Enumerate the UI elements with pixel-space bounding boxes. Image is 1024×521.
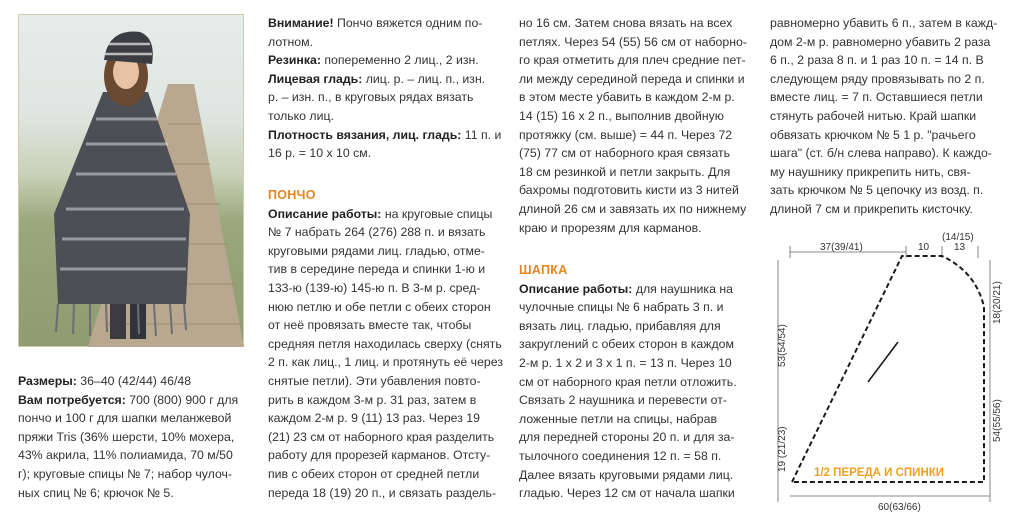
text-line	[770, 126, 997, 145]
text-line	[519, 428, 737, 447]
text-line	[18, 391, 238, 410]
section-heading: ПОНЧО	[268, 188, 316, 202]
text-run: зать крючком № 5 цепочку из возд. п.	[770, 183, 984, 198]
text-line	[770, 51, 997, 70]
text-run: длиной 7 см и прикрепить кисточку.	[770, 201, 973, 216]
text-run: вместе лиц. = 7 п. Оставшиеся петли	[770, 90, 983, 105]
text-line	[268, 107, 501, 126]
text-line	[268, 51, 501, 70]
text-line	[519, 466, 737, 485]
text-line	[519, 70, 747, 89]
text-line	[770, 70, 997, 89]
text-line	[268, 33, 501, 52]
text-run: равномерно убавить 6 п., затем в кажд-	[770, 16, 998, 30]
text-run: вязать лиц. гладью, прибавляя для	[519, 318, 721, 333]
text-run: лиц. р. – лиц. п., изн.	[362, 71, 486, 86]
text-line	[268, 279, 503, 298]
text-line	[18, 409, 238, 428]
text-line	[519, 51, 747, 70]
text-run: лотном.	[268, 34, 314, 49]
text-run: тив в середине переда и спинки 1-ю и	[268, 262, 486, 277]
bold-term: Размеры:	[18, 374, 77, 388]
text-line	[268, 144, 501, 163]
text-run: 700 (800) 900 г для	[125, 392, 239, 407]
text-run: 133-ю (139-ю) 145-ю п. В 3-м р. сред-	[268, 280, 481, 295]
label-top-width: 37(39/41)	[820, 242, 863, 253]
text-run: Связать 2 наушника и перевести от-	[519, 393, 727, 408]
text-line	[519, 317, 737, 336]
text-line	[18, 372, 238, 391]
text-run: переда 18 (19) 20 п., и связать раздель-	[268, 485, 497, 500]
poncho-instructions-continued	[519, 14, 747, 237]
text-line	[268, 298, 503, 317]
text-line	[268, 409, 503, 428]
text-run: рить в каждом 3-м р. 31 раз, затем в	[268, 392, 477, 407]
text-run: 43% акрила, 11% полиамида, 70 м/50	[18, 448, 233, 463]
text-line	[519, 298, 737, 317]
bold-term: Плотность вязания, лиц. гладь:	[268, 127, 462, 142]
text-line	[519, 200, 747, 219]
text-run: работу для прорезей карманов. Отсту-	[268, 448, 491, 463]
text-line	[519, 33, 747, 52]
text-line	[519, 261, 737, 280]
text-line	[18, 446, 238, 465]
text-run: нюю петлю и обе петли с обеих сторон	[268, 299, 491, 314]
text-run: пряжи Tris (36% шерсти, 10% мохера,	[18, 429, 235, 444]
text-line	[770, 88, 997, 107]
section-heading: ШАПКА	[519, 263, 568, 277]
text-line	[519, 280, 737, 299]
text-run: го края отметить для плеч средние пет-	[519, 53, 746, 68]
text-run: 2 п. как лиц., 1 лиц. и протянуть её через	[268, 355, 503, 370]
bold-term: Резинка:	[268, 53, 321, 68]
text-line	[770, 107, 997, 126]
text-line	[770, 181, 997, 200]
label-top-right-upper: (14/15)	[942, 232, 974, 243]
text-run: гладью. Через 12 см от начала шапки	[519, 486, 735, 501]
text-run: следующем ряду провязывать по 2 п.	[770, 71, 985, 86]
text-line	[519, 181, 747, 200]
text-line	[519, 335, 737, 354]
text-run: ли между серединой переда и спинки и	[519, 71, 745, 86]
text-run: 14 (15) 16 х 2 п., выполнив двойную	[519, 108, 725, 123]
label-right-lower: 54(55/56)	[992, 399, 1003, 442]
text-line	[770, 144, 997, 163]
text-run: 11 п. и	[461, 127, 502, 142]
photo-illustration	[18, 14, 244, 347]
text-run: (21) 23 см от наборного края разделить	[268, 429, 495, 444]
text-line	[18, 428, 238, 447]
text-run: тылочного соединения 12 п. = 58 п.	[519, 448, 722, 463]
text-run: 16 р. = 10 х 10 см.	[268, 146, 372, 161]
text-run: шага" (ст. б/н слева направо). К каждо-	[770, 146, 992, 161]
text-line	[519, 484, 737, 503]
text-line	[268, 484, 503, 503]
bold-term: Лицевая гладь:	[268, 71, 363, 86]
text-run: му наушнику прикрепить нить, свя-	[770, 164, 971, 179]
text-run: ных спиц № 6; крючок № 5.	[18, 485, 174, 500]
poncho-schematic-diagram	[770, 232, 1020, 517]
label-top-right-lower: 13	[954, 242, 966, 253]
text-run: ложенные петли на спицы, набрав	[519, 411, 717, 426]
text-run: для наушника на	[632, 281, 733, 296]
label-left-lower: 19 (21/23)	[777, 426, 788, 472]
text-run: каждом 2-м р. 9 (11) 13 раз. Через 19	[268, 411, 480, 426]
text-line	[268, 223, 503, 242]
text-run: г); круговые спицы № 7; набор чулоч-	[18, 466, 233, 481]
text-line	[519, 88, 747, 107]
text-line	[519, 354, 737, 373]
label-left-upper: 53(54/54)	[777, 324, 788, 367]
text-line	[519, 14, 747, 33]
text-line	[770, 163, 997, 182]
label-bottom-width: 60(63/66)	[878, 502, 921, 513]
text-run: в этом месте убавить в каждом 2-м р.	[519, 90, 735, 105]
text-line	[519, 391, 737, 410]
text-line	[268, 260, 503, 279]
text-run: дом 2-м р. равномерно убавить 2 раза	[770, 34, 991, 49]
text-run: краю и прорезям для карманов.	[519, 220, 702, 235]
hat-instructions	[519, 261, 737, 503]
text-run: круговыми рядами лиц. гладью, отме-	[268, 243, 485, 258]
text-run: Пончо вяжется одним по-	[333, 16, 483, 30]
text-line	[519, 126, 747, 145]
text-line	[770, 33, 997, 52]
text-run: бахромы подготовить кисти из 3 нитей	[519, 183, 739, 198]
text-line	[268, 88, 501, 107]
text-run: № 7 набрать 264 (276) 288 п. и вязать	[268, 225, 486, 240]
text-line	[770, 14, 997, 33]
text-run: снятые петли). Эти убавления повто-	[268, 373, 481, 388]
text-run: 6 п., 2 раза 8 п. и 1 раз 10 п. = 14 п. В	[770, 53, 984, 68]
text-run: протяжку (см. выше) = 44 п. Через 72	[519, 127, 733, 142]
pocket-slit-line	[868, 342, 898, 382]
bold-term: Внимание!	[268, 16, 334, 30]
text-run: средняя петля находилась сверху (снять	[268, 336, 502, 351]
text-run: 18 см резинкой и петли закрыть. Для	[519, 164, 731, 179]
text-line	[268, 126, 501, 145]
text-line	[18, 484, 238, 503]
woman-in-striped-poncho-photo	[18, 14, 244, 347]
text-line	[519, 373, 737, 392]
bold-term: Описание работы:	[519, 281, 633, 296]
text-line	[519, 219, 747, 238]
text-line	[519, 163, 747, 182]
text-run: стянуть рабочей нитью. Край шапки	[770, 108, 977, 123]
text-line	[18, 465, 238, 484]
label-right-upper: 18(20/21)	[992, 281, 1003, 324]
text-run: 36–40 (42/44) 46/48	[76, 374, 192, 388]
text-run: только лиц.	[268, 108, 334, 123]
text-line	[268, 14, 501, 33]
text-run: но 16 см. Затем снова вязать на всех	[519, 16, 733, 30]
text-line	[519, 144, 747, 163]
bold-term: Описание работы:	[268, 206, 382, 221]
notes-block	[268, 14, 501, 163]
text-run: р. – изн. п., в круговых рядах вязать	[268, 90, 474, 105]
text-run: от неё провязать вместе так, чтобы	[268, 318, 472, 333]
text-line	[268, 205, 503, 224]
text-line	[519, 410, 737, 429]
text-run: пончо и 100 г для шапки меланжевой	[18, 411, 232, 426]
text-run: см от наборного края петли отложить.	[519, 374, 737, 389]
text-line	[268, 446, 503, 465]
hat-instructions-continued	[770, 14, 997, 219]
text-run: для передней стороны 20 п. и для за-	[519, 430, 735, 445]
text-run: обвязать крючком № 5 1 р. "рачьего	[770, 127, 976, 142]
schematic-caption: 1/2 ПЕРЕДА И СПИНКИ	[814, 467, 945, 479]
text-run: на круговые спицы	[381, 206, 493, 221]
text-line	[268, 186, 503, 205]
text-line	[268, 372, 503, 391]
text-line	[268, 391, 503, 410]
text-run: попеременно 2 лиц., 2 изн.	[320, 53, 479, 68]
text-line	[519, 107, 747, 126]
text-line	[268, 428, 503, 447]
poncho-instructions	[268, 186, 503, 502]
text-line	[268, 465, 503, 484]
text-line	[519, 447, 737, 466]
text-line	[268, 70, 501, 89]
sizes-materials-block	[18, 372, 238, 502]
text-run: 2-м р. 1 х 2 и 3 х 1 п. = 13 п. Через 10	[519, 355, 732, 370]
text-run: Далее вязать круговыми рядами лиц.	[519, 467, 734, 482]
half-front-back-outline	[792, 256, 984, 482]
label-top-middle: 10	[918, 242, 930, 253]
text-line	[268, 335, 503, 354]
text-line	[268, 242, 503, 261]
text-run: чулочные спицы № 6 набрать 3 п. и	[519, 300, 724, 315]
text-run: (75) 77 см от наборного края связать	[519, 146, 731, 161]
text-run: пив с обеих сторон от средней петли	[268, 466, 480, 481]
text-run: петлях. Через 54 (55) 56 см от наборно-	[519, 34, 747, 49]
bold-term: Вам потребуется:	[18, 392, 126, 407]
text-run: длиной 26 см и завязать их по нижнему	[519, 201, 747, 216]
text-line	[268, 316, 503, 335]
text-run: закруглений с обеих сторон в каждом	[519, 337, 734, 352]
text-line	[268, 353, 503, 372]
text-line	[770, 200, 997, 219]
